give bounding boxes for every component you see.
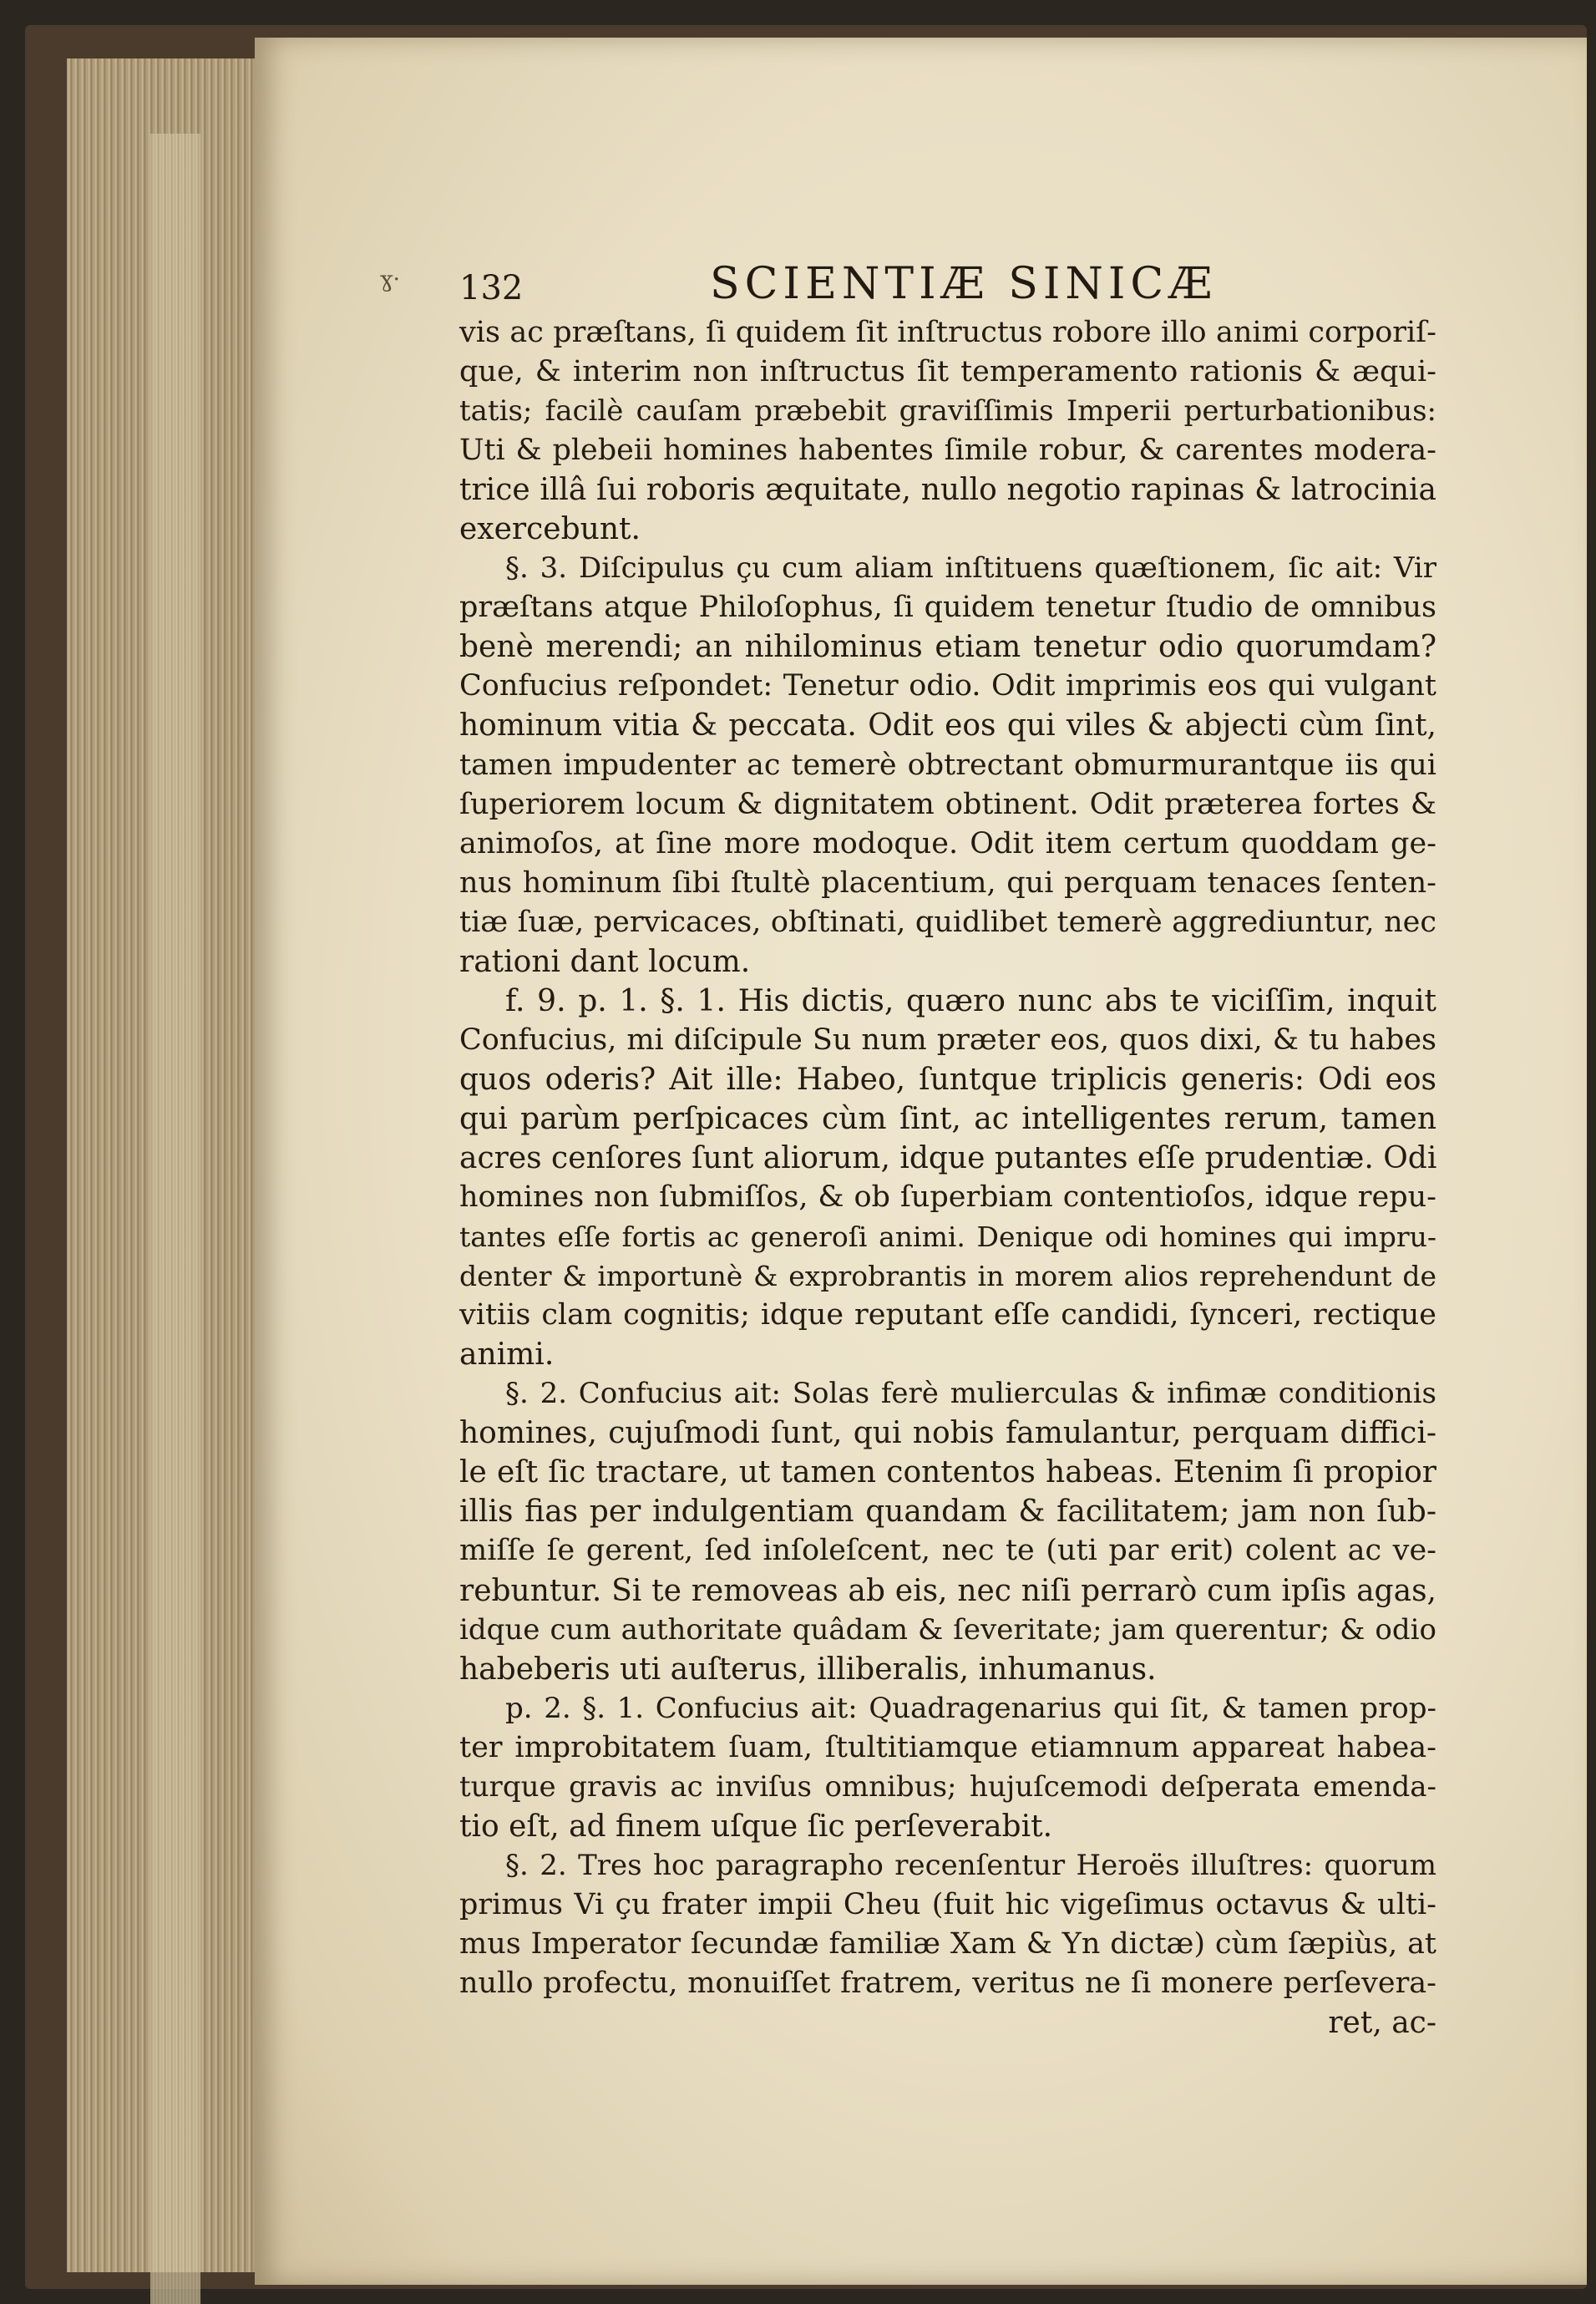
text-line: animoſos, at ſine more modoque. Odit item certum quoddam ge-	[459, 826, 1436, 860]
text-line: §. 2. Tres hoc paragrapho recenſentur Heroës illuſtres: quorum	[505, 1848, 1436, 1882]
text-line: tantes eſſe fortis ac generoſi animi. Denique odi homines qui impru-	[459, 1221, 1436, 1254]
page-body	[459, 313, 1436, 2043]
text-line: turque gravis ac inviſus omnibus; hujuſcemodi deſperata emenda-	[459, 1769, 1436, 1804]
text-line: mus Imperator ſecundæ familiæ Xam & Yn dictæ) cùm ſæpiùs, at	[459, 1926, 1436, 1961]
text-line: tiæ ſuæ, pervicaces, obſtinati, quidlibet temerè aggrediuntur, nec	[459, 905, 1436, 939]
text-line: que, & interim non inſtructus ſit temperamento rationis & æqui-	[459, 355, 1436, 389]
text-line: habeberis uti auſterus, illiberalis, inhumanus.	[459, 1652, 1157, 1687]
text-line: f. 9. p. 1. §. 1. His dictis, quæro nunc abs te viciſſim, inquit	[505, 983, 1436, 1018]
text-line: le eſt ſic tractare, ut tamen contentos habeas. Etenim ſi propior	[459, 1455, 1436, 1490]
text-line: ter improbitatem ſuam, ſtultitiamque etiamnum appareat habea-	[459, 1730, 1436, 1764]
text-line: quos oderis? Ait ille: Habeo, ſuntque triplicis generis: Odi eos	[459, 1062, 1436, 1097]
text-line: Uti & plebeii homines habentes ſimile robur, & carentes modera-	[459, 434, 1436, 468]
page-stack-highlight	[150, 134, 200, 2304]
text-line: homines non ſubmiſſos, & ob ſuperbiam contentioſos, idque repu-	[459, 1180, 1436, 1215]
text-line: vitiis clam cognitis; idque reputant eſſe candidi, ſynceri, rectique	[459, 1298, 1436, 1332]
text-line: ſuperiorem locum & dignitatem obtinent. Odit præterea fortes &	[459, 787, 1436, 821]
text-line: §. 2. Confucius ait: Solas ferè mulierculas & infimæ conditionis	[505, 1377, 1436, 1411]
text-line: qui parùm perſpicaces cùm ſint, ac intelligentes rerum, tamen	[459, 1101, 1436, 1136]
text-line: tio eſt, ad finem uſque ſic perſeverabit.	[459, 1809, 1053, 1844]
page-number: 132	[459, 269, 524, 307]
text-line: illis fias per indulgentiam quandam & facilitatem; jam non ſub-	[459, 1495, 1436, 1530]
text-line: ret, ac-	[1328, 2006, 1436, 2041]
text-line: animi.	[459, 1337, 555, 1373]
text-line: Confucius, mi diſcipule Su num præter eos, quos dixi, & tu habes	[459, 1023, 1436, 1057]
text-line: trice illâ ſui roboris æquitate, nullo negotio rapinas & latrocinia	[459, 473, 1436, 508]
text-line: homines, cujuſmodi ſunt, qui nobis famulantur, perquam diffici-	[459, 1416, 1436, 1451]
text-line: nus hominum ſibi ſtultè placentium, qui perquam tenaces ſenten-	[459, 865, 1436, 900]
text-line: idque cum authoritate quâdam & ſeveritate; jam querentur; & odio	[459, 1612, 1436, 1647]
page-stack-edge	[67, 58, 261, 2272]
text-line: præſtans atque Philoſophus, ſi quidem tenetur ſtudio de omnibus	[459, 591, 1436, 625]
text-line: hominum vitia & peccata. Odit eos qui viles & abjecti cùm ſint,	[459, 708, 1436, 743]
text-line: rebuntur. Si te removeas ab eis, nec niſi perrarò cum ipſis agas,	[459, 1573, 1436, 1608]
text-line: tamen impudenter ac temerè obtrectant obmurmurantque iis qui	[459, 748, 1436, 782]
text-line: Confucius reſpondet: Tenetur odio. Odit imprimis eos qui vulgant	[459, 669, 1436, 703]
text-line: tatis; facilè cauſam præbebit graviſſimis Imperii perturbationibus:	[459, 394, 1436, 429]
margin-mark: ɣ·	[380, 267, 400, 292]
text-line: §. 3. Diſcipulus çu cum aliam inſtituens quæſtionem, ſic ait: Vir	[505, 551, 1436, 586]
running-title: SCIENTIÆ SINICÆ	[710, 259, 1218, 309]
text-line: nullo profectu, monuiſſet fratrem, veritus ne ſi monere perſevera-	[459, 1966, 1436, 2000]
book-page	[255, 38, 1587, 2285]
text-line: exercebunt.	[459, 512, 641, 547]
text-line: acres cenſores ſunt aliorum, idque putantes eſſe prudentiæ. Odi	[459, 1140, 1437, 1175]
text-line: benè merendi; an nihilominus etiam tenetur odio quorumdam?	[459, 630, 1436, 665]
text-line: primus Vi çu frater impii Cheu (fuit hic vigeſimus octavus & ulti-	[459, 1887, 1436, 1921]
text-line: vis ac præſtans, ſi quidem ſit inſtructus robore illo animi corporiſ-	[459, 316, 1436, 349]
text-line: miſſe ſe gerent, ſed inſoleſcent, nec te (uti par erit) colent ac ve-	[459, 1534, 1436, 1568]
text-line: p. 2. §. 1. Confucius ait: Quadragenarius qui ſit, & tamen prop-	[505, 1691, 1436, 1725]
text-line: denter & importunè & exprobrantis in morem alios reprehendunt de	[459, 1260, 1436, 1293]
text-line: rationi dant locum.	[459, 944, 751, 979]
